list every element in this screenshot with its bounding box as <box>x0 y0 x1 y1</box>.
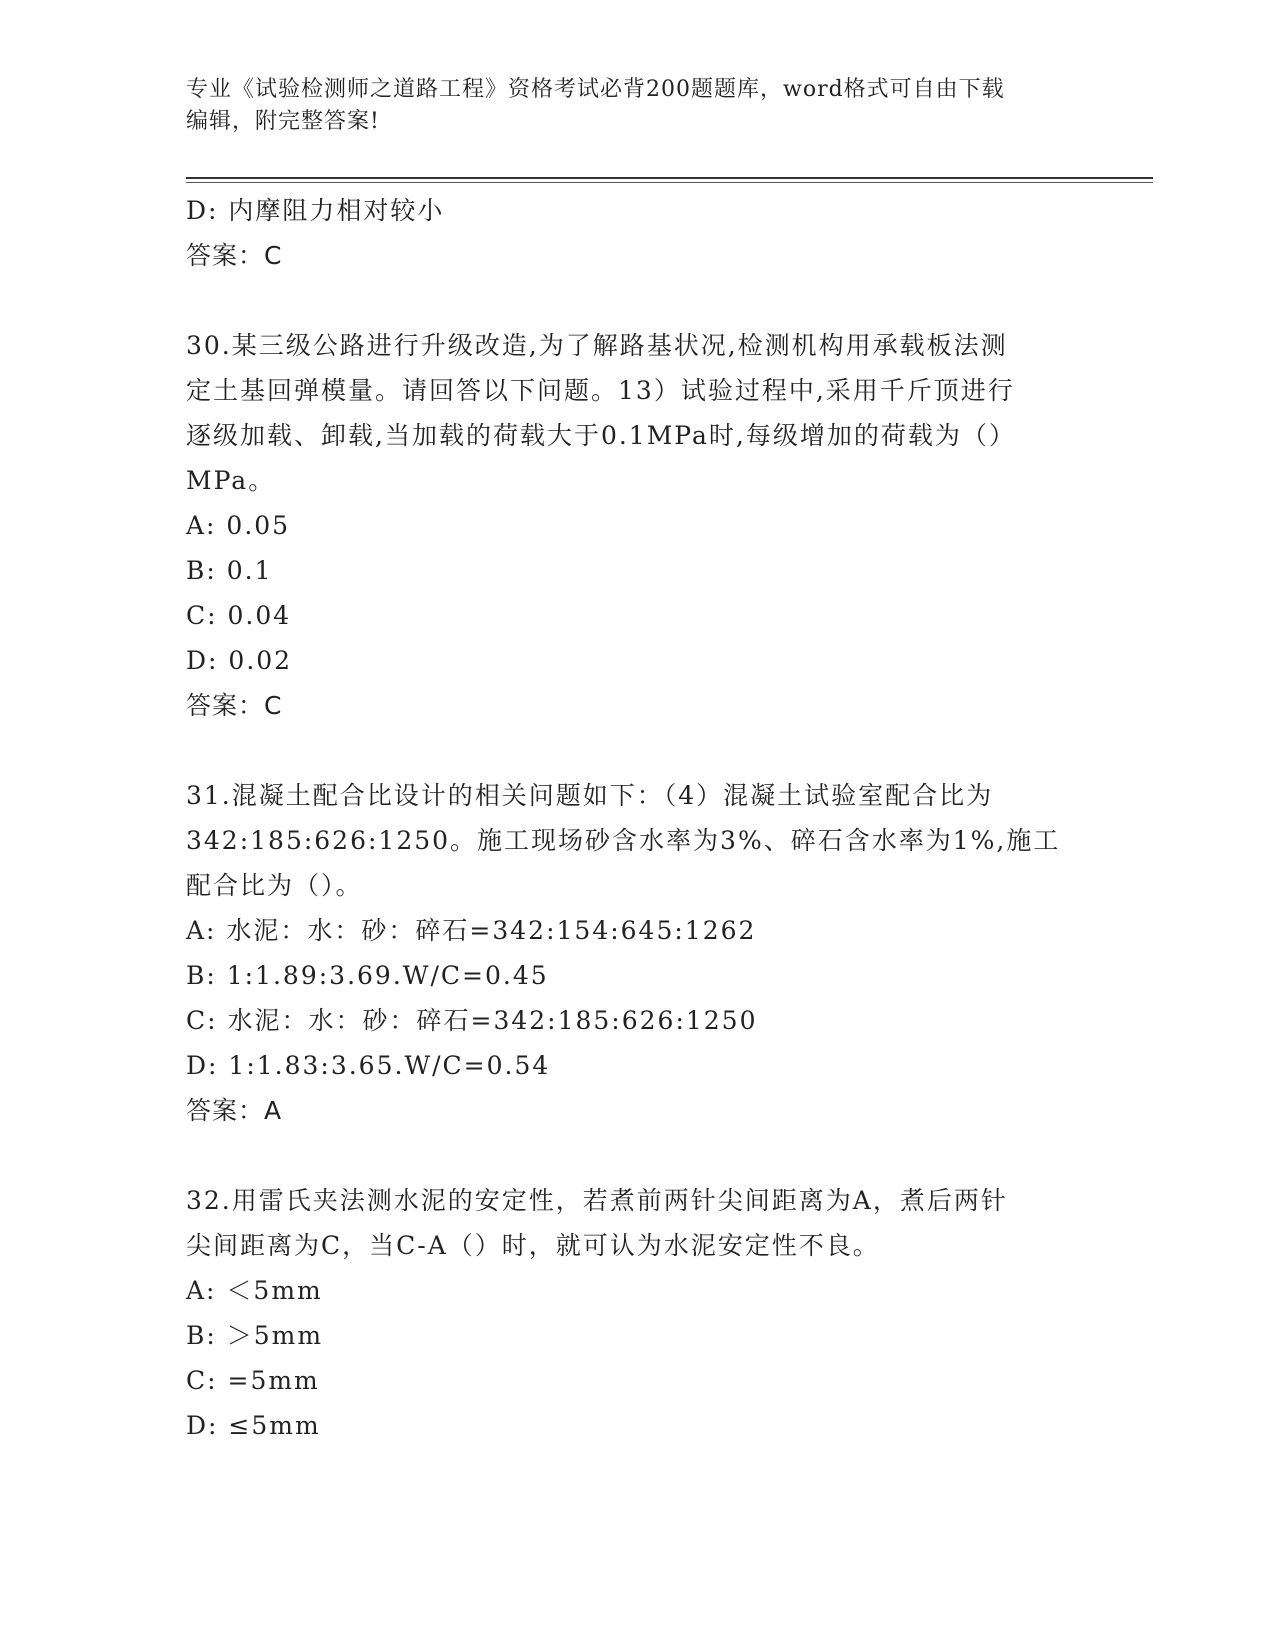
question-31-answer: 答案：A <box>186 1096 283 1125</box>
prev-answer: 答案：C <box>186 241 283 270</box>
question-32 <box>186 1178 1086 1448</box>
question-32-line: 尖间距离为C，当C-A（）时，就可认为水泥安定性不良。 <box>186 1231 880 1260</box>
question-31-option-a: A: 水泥：水：砂：碎石=342:154:645:1262 <box>186 916 757 945</box>
question-content <box>186 188 1086 1448</box>
question-30-option-b: B: 0.1 <box>186 556 273 585</box>
question-30-option-d: D: 0.02 <box>186 646 293 675</box>
question-30-option-c: C: 0.04 <box>186 601 292 630</box>
header-divider-thin <box>186 182 1153 183</box>
question-32-option-c: C: =5mm <box>186 1366 320 1395</box>
question-30-answer: 答案：C <box>186 691 283 720</box>
question-31-line: 配合比为（）。 <box>186 871 363 900</box>
question-32-line: 32.用雷氏夹法测水泥的安定性，若煮前两针尖间距离为A，煮后两针 <box>186 1186 1008 1215</box>
header-line-2: 编辑，附完整答案! <box>186 109 380 134</box>
question-30 <box>186 323 1086 728</box>
header-divider-thick <box>186 177 1153 179</box>
question-31 <box>186 773 1086 1133</box>
question-31-line: 342:185:626:1250。施工现场砂含水率为3%、碎石含水率为1%,施工 <box>186 826 1061 855</box>
header-line-1: 专业《试验检测师之道路工程》资格考试必背200题题库，word格式可自由下载 <box>186 77 1005 102</box>
question-30-line: 30.某三级公路进行升级改造,为了解路基状况,检测机构用承载板法测 <box>186 331 1008 360</box>
spacer <box>186 728 1086 773</box>
question-31-option-d: D: 1:1.83:3.65.W/C=0.54 <box>186 1051 551 1080</box>
question-31-option-c: C: 水泥：水：砂：碎石=342:185:626:1250 <box>186 1006 758 1035</box>
prev-option-d: D: 内摩阻力相对较小 <box>186 196 445 225</box>
question-30-option-a: A: 0.05 <box>186 511 291 540</box>
spacer <box>186 278 1086 323</box>
question-32-option-b: B: ＞5mm <box>186 1321 324 1350</box>
question-30-line: MPa。 <box>186 466 276 495</box>
question-30-line: 定土基回弹模量。请回答以下问题。13）试验过程中,采用千斤顶进行 <box>186 376 1015 405</box>
question-32-option-a: A: ＜5mm <box>186 1276 323 1305</box>
question-31-option-b: B: 1:1.89:3.69.W/C=0.45 <box>186 961 549 990</box>
question-30-line: 逐级加载、卸载,当加载的荷载大于0.1MPa时,每级增加的荷载为（） <box>186 421 1016 450</box>
question-32-option-d: D: ≤5mm <box>186 1411 321 1440</box>
question-31-line: 31.混凝土配合比设计的相关问题如下：（4）混凝土试验室配合比为 <box>186 781 994 810</box>
page-header <box>186 74 1086 138</box>
spacer <box>186 1133 1086 1178</box>
